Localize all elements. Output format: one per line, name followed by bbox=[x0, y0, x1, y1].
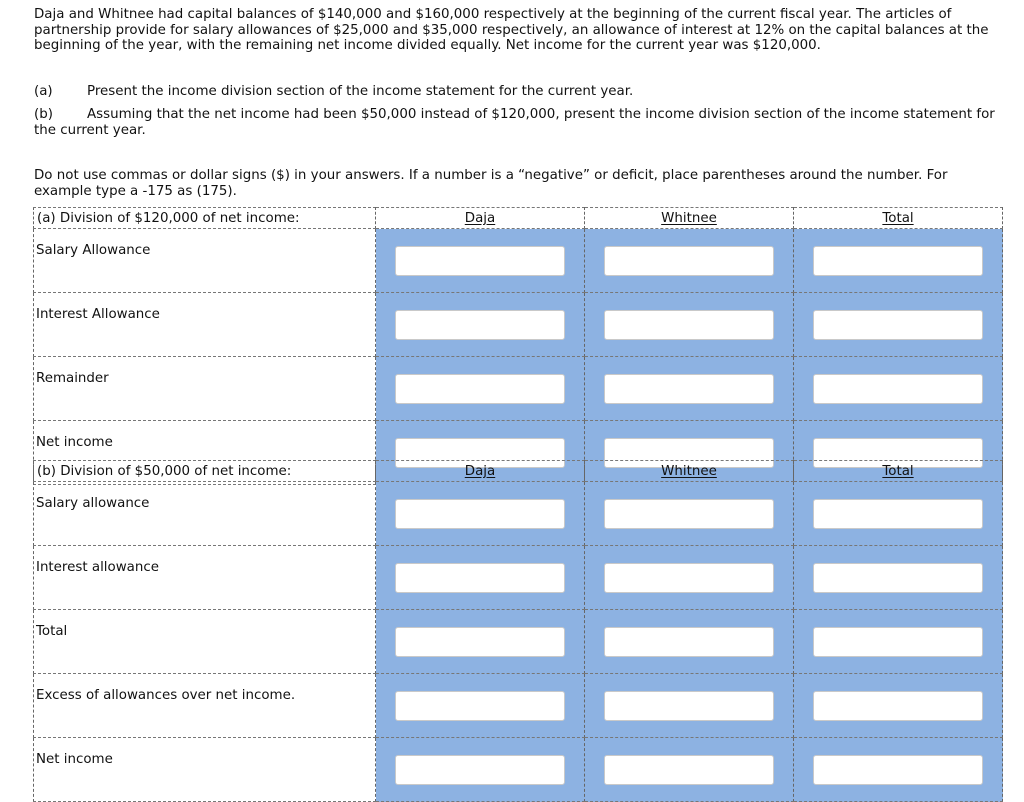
part-a-label: (a) bbox=[34, 84, 53, 99]
b-salary-daja-input[interactable] bbox=[395, 499, 565, 529]
row-label-interest-allowance: Interest allowance bbox=[34, 546, 376, 610]
row-label-excess-of-allowances: Excess of allowances over net income. bbox=[34, 674, 376, 738]
b-net-income-daja-input[interactable] bbox=[395, 755, 565, 785]
b-salary-whitnee-input[interactable] bbox=[604, 499, 774, 529]
table-row bbox=[34, 546, 1003, 610]
table-row bbox=[34, 482, 1003, 546]
a-salary-total-input[interactable] bbox=[813, 246, 983, 276]
a-remainder-whitnee-input[interactable] bbox=[604, 374, 774, 404]
table-row bbox=[34, 610, 1003, 674]
table-b-header bbox=[34, 461, 1003, 482]
b-total-whitnee-input[interactable] bbox=[604, 627, 774, 657]
a-salary-daja-input[interactable] bbox=[395, 246, 565, 276]
b-net-income-total-input[interactable] bbox=[813, 755, 983, 785]
row-label-remainder: Remainder bbox=[34, 357, 376, 421]
row-label-salary-allowance: Salary Allowance bbox=[34, 229, 376, 293]
a-interest-whitnee-input[interactable] bbox=[604, 310, 774, 340]
problem-intro: Daja and Whitnee had capital balances of $140,000 and $160,000 respectively at the beginning of the current fiscal year. The articles of partnership provide for salary allowances of $25,000 and $35,000 respectively, an allowance of interest at 12% on the capital balances at the beginning of the year, with the remaining net income divided equally. Net income for the current year was $120,000. bbox=[34, 7, 989, 54]
table-row bbox=[34, 293, 1003, 357]
row-label-total: Total bbox=[34, 610, 376, 674]
column-header-daja: Daja bbox=[464, 210, 496, 226]
table-row bbox=[34, 738, 1003, 802]
part-a-instruction bbox=[34, 84, 1009, 100]
a-remainder-total-input[interactable] bbox=[813, 374, 983, 404]
table-a-title: (a) Division of $120,000 of net income: bbox=[34, 208, 376, 229]
column-header-whitnee: Whitnee bbox=[661, 463, 717, 479]
table-row bbox=[34, 357, 1003, 421]
column-header-daja: Daja bbox=[464, 463, 496, 479]
answer-instructions: Do not use commas or dollar signs ($) in your answers. If a number is a “negative” or deficit, place parentheses around the number. For example type a -175 as (175). bbox=[34, 168, 948, 199]
b-interest-total-input[interactable] bbox=[813, 563, 983, 593]
part-b-label: (b) bbox=[34, 107, 53, 122]
b-salary-total-input[interactable] bbox=[813, 499, 983, 529]
part-a-text: Present the income division section of the income statement for the current year. bbox=[87, 84, 634, 99]
column-header-whitnee: Whitnee bbox=[661, 210, 717, 226]
a-remainder-daja-input[interactable] bbox=[395, 374, 565, 404]
b-interest-whitnee-input[interactable] bbox=[604, 563, 774, 593]
table-row bbox=[34, 229, 1003, 293]
b-excess-whitnee-input[interactable] bbox=[604, 691, 774, 721]
a-salary-whitnee-input[interactable] bbox=[604, 246, 774, 276]
row-label-net-income: Net income bbox=[34, 421, 376, 485]
row-label-interest-allowance: Interest Allowance bbox=[34, 293, 376, 357]
column-header-total: Total bbox=[882, 463, 914, 479]
table-a-header bbox=[34, 208, 1003, 229]
row-label-salary-allowance: Salary allowance bbox=[34, 482, 376, 546]
b-net-income-whitnee-input[interactable] bbox=[604, 755, 774, 785]
part-b-text: Assuming that the net income had been $50,000 instead of $120,000, present the income division section of the income statement for the current year. bbox=[34, 107, 995, 138]
row-label-net-income: Net income bbox=[34, 738, 376, 802]
table-row bbox=[34, 674, 1003, 738]
b-total-total-input[interactable] bbox=[813, 627, 983, 657]
table-a bbox=[33, 207, 1003, 485]
part-b-instruction bbox=[34, 107, 1009, 138]
table-b bbox=[33, 460, 1003, 802]
a-interest-total-input[interactable] bbox=[813, 310, 983, 340]
column-header-total: Total bbox=[882, 210, 914, 226]
table-b-title: (b) Division of $50,000 of net income: bbox=[34, 461, 376, 482]
b-excess-total-input[interactable] bbox=[813, 691, 983, 721]
b-interest-daja-input[interactable] bbox=[395, 563, 565, 593]
b-excess-daja-input[interactable] bbox=[395, 691, 565, 721]
a-interest-daja-input[interactable] bbox=[395, 310, 565, 340]
b-total-daja-input[interactable] bbox=[395, 627, 565, 657]
